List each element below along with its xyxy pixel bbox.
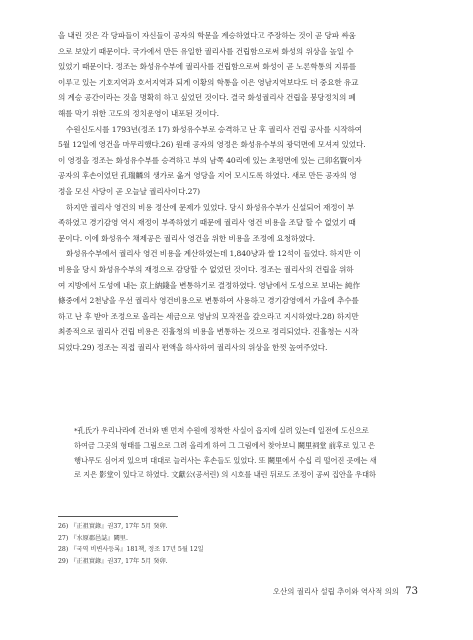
body-line: 이 영정을 정조는 화성유수부를 승격하고 부의 남쪽 40리에 있는 초평면에 있는 己卯名賢이자 [58, 155, 362, 165]
body-line: 비용을 당시 화성유수부의 재정으로 감당할 수 없었던 것이다. 정조는 궐리사의 건립을 위하 [58, 264, 354, 274]
body-line: 條중에서 2천냥을 우선 궐리사 영건비용으로 변통하여 사용하고 경기감영에서 가을에 추수를 [58, 296, 359, 306]
body-line: 하지만 궐리사 영건의 비용 정산에 문제가 있었다. 당시 화성유수부가 신설되어 재정이 부 [66, 202, 355, 212]
quoted-passage [74, 424, 414, 483]
footnote-divider [58, 516, 178, 517]
main-body-text [58, 28, 420, 355]
body-line: 이루고 있는 기호지역과 호서지역과 되게 이황의 학통을 이은 영남지역보다도 더 중요한 유교 [58, 77, 359, 87]
quote-line: 로 지은 影堂이 있다고 하였다. 文獻公(공서린) 의 시호를 내린 뒤로도 조정이 공씨 집안을 우대하 [74, 470, 376, 480]
quote-line: 하여금 그곳의 형태를 그림으로 그려 올리게 하여 그 그림에서 찾아보니 闕里祠堂 前후로 있고 은 [74, 440, 376, 450]
body-line: 을 내린 것은 각 당파들이 자신들이 공자의 학문을 계승하였다고 주장하는 것이 곧 당파 싸움 [58, 31, 356, 40]
body-line: 의 계승 공간이라는 것을 명확히 하고 싶었던 것이다. 결국 화성궐리사 건립을 붕당정치의 폐 [58, 93, 356, 103]
running-footer [273, 586, 418, 597]
body-line: 족하였고 경기감영 역시 재정이 부족하였기 때문에 궐리사 영건 비용을 조달 할 수 없었기 때 [58, 218, 356, 228]
running-title: 오산의 궐리사 설립 추이와 역사적 의의 [272, 587, 399, 596]
quote-line: *孔氏가 우리나라에 건너와 맨 먼저 수원에 정착한 사실이 읍지에 실려 있는데 일전에 도신으로 [74, 426, 369, 435]
body-line: 공자의 후손이었던 孔瑞麟의 생가로 옮겨 영당을 지어 모시도록 하였다. 새로 만든 공자의 영 [58, 171, 357, 181]
quote-line: 행나무도 심어져 있으며 대대로 늘러사는 후손들도 있었다. 또 闕里에서 수십 리 떨어진 곳에는 새 [74, 455, 377, 465]
body-line: 화성유수부에서 궐리사 영건 비용을 계산하였는데 1,840냥과 쌀 12석이 들었다. 하지만 이 [66, 249, 361, 259]
body-line: 되었다.29) 정조는 직접 궐리사 편액을 하사하여 궐리사의 위상을 한껏 높여주었다. [58, 342, 328, 352]
body-line: 정을 모신 사당이 곧 오늘날 궐리사이다.27) [58, 186, 200, 196]
footnotes [58, 521, 358, 567]
body-line: 수원신도시를 1793년(정조 17) 화성유수부로 승격하고 난 후 궐리사 건립 공사를 시작하여 [66, 124, 363, 134]
footnote: 29) 『正祖實錄』권37, 17年 5月 癸卯. [58, 557, 168, 565]
footnote: 28) 『국역 비변사등록』181책, 정조 17년 5월 12일 [58, 546, 204, 554]
body-line: 하고 난 후 받아 조정으로 올리는 세금으로 영남의 모작전을 갚으라고 지시하였다.28) 하지만 [58, 311, 359, 321]
body-line: 최종적으로 궐리사 건립 비용은 진휼청의 비용을 변통하는 것으로 정리되었다. 진휼청는 시작 [58, 327, 359, 337]
body-line: 해를 막기 위한 고도의 정치운영이 내포된 것이다. [58, 108, 219, 118]
body-line: 으로 보았기 때문이다. 국가에서 만든 유일한 궐리사를 건립함으로써 화성의 위상을 높일 수 [58, 46, 354, 56]
body-line: 문이다. 이에 화성유수 채제공은 궐리사 영건을 위한 비용을 조정에 요청하였다. [58, 233, 315, 243]
footnote: 27) 『水原郡邑誌』闕里. [58, 534, 128, 542]
body-line: 여 지방에서 도성에 내는 京上納錢을 변통하기로 결정하였다. 영남에서 도성으로 보내는 純作 [58, 280, 360, 290]
body-line: 있었기 때문이다. 정조는 화성유수부에 궐리사를 건립함으로써 화성이 곧 노론학통의 지류를 [58, 62, 357, 72]
page-number: 73 [405, 586, 418, 597]
body-line: 5월 12일에 영건을 마무리했다.26) 원래 공자의 영정은 화성유수부의 광덕면에 모셔져 있었다. [58, 140, 366, 150]
footnote: 26) 『正祖實錄』권37, 17年 5月 癸卯. [58, 523, 168, 530]
